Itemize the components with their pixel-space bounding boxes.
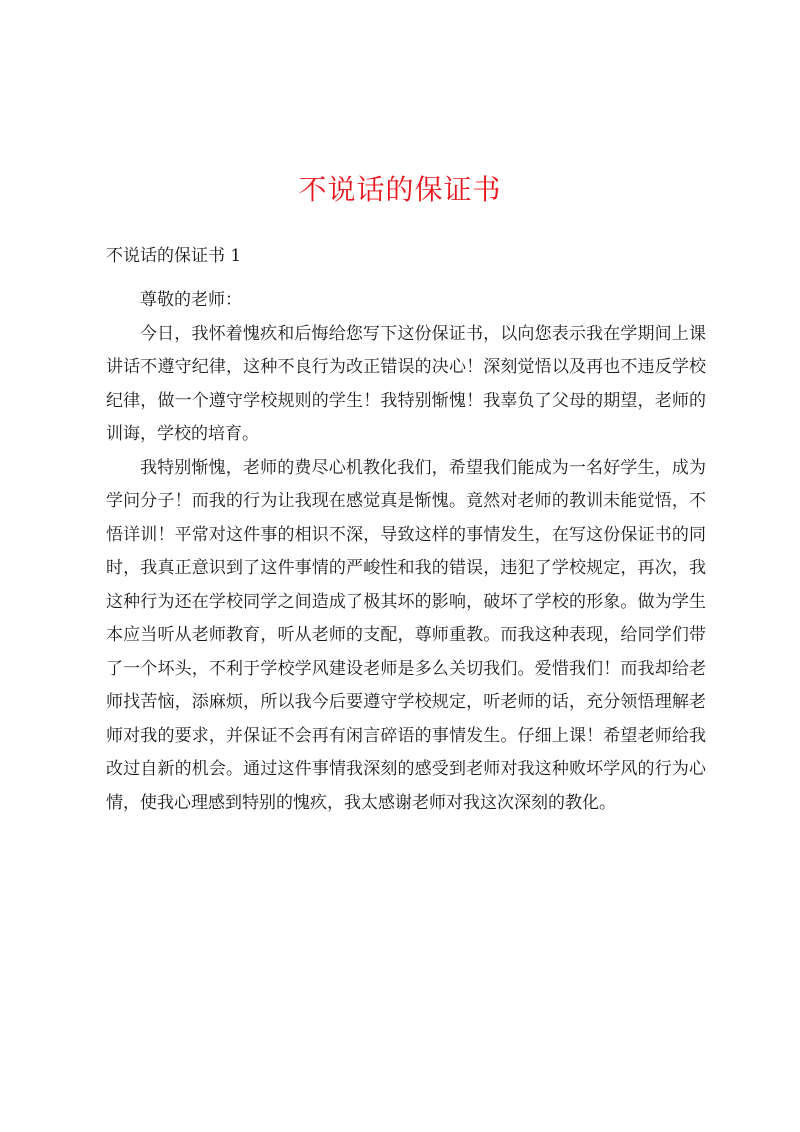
document-title: 不说话的保证书 [298,173,502,206]
body-paragraph-1: 今日，我怀着愧疚和后悔给您写下这份保证书，以向您表示我在学期间上课讲话不遵守纪律，这种不良行为改正错误的决心！深刻觉悟以及再也不违反学校纪律，做一个遵守学校规则的学生！我特别惭愧！我辜负了父母的期望，老师的训诲，学校的培育。 [106,323,706,444]
document-body [106,284,706,820]
salutation-paragraph: 尊敬的老师： [140,290,242,310]
document-subtitle: 不说话的保证书 1 [106,246,242,266]
body-paragraph-2: 我特别惭愧，老师的费尽心机教化我们，希望我们能成为一名好学生，成为学问分子！而我的行为让我现在感觉真是惭愧。竟然对老师的教训未能觉悟，不悟详训！平常对这件事的相识不深，导致这样的事情发生，在写这份保证书的同时，我真正意识到了这件事情的严峻性和我的错误，违犯了学校规定，再次，我这种行为还在学校同学之间造成了极其坏的影响，破坏了学校的形象。做为学生本应当听从老师教育，听从老师的支配，尊师重教。而我这种表现，给同学们带了一个坏头，不利于学校学风建设老师是多么关切我们。爱惜我们！而我却给老师找苦恼，添麻烦，所以我今后要遵守学校规定，听老师的话，充分领悟理解老师对我的要求，并保证不会再有闲言碎语的事情发生。仔细上课！希望老师给我改过自新的机会。通过这件事情我深刻的感受到老师对我这种败坏学风的行为心情，使我心理感到特别的愧疚，我太感谢老师对我这次深刻的教化。 [106,457,706,813]
